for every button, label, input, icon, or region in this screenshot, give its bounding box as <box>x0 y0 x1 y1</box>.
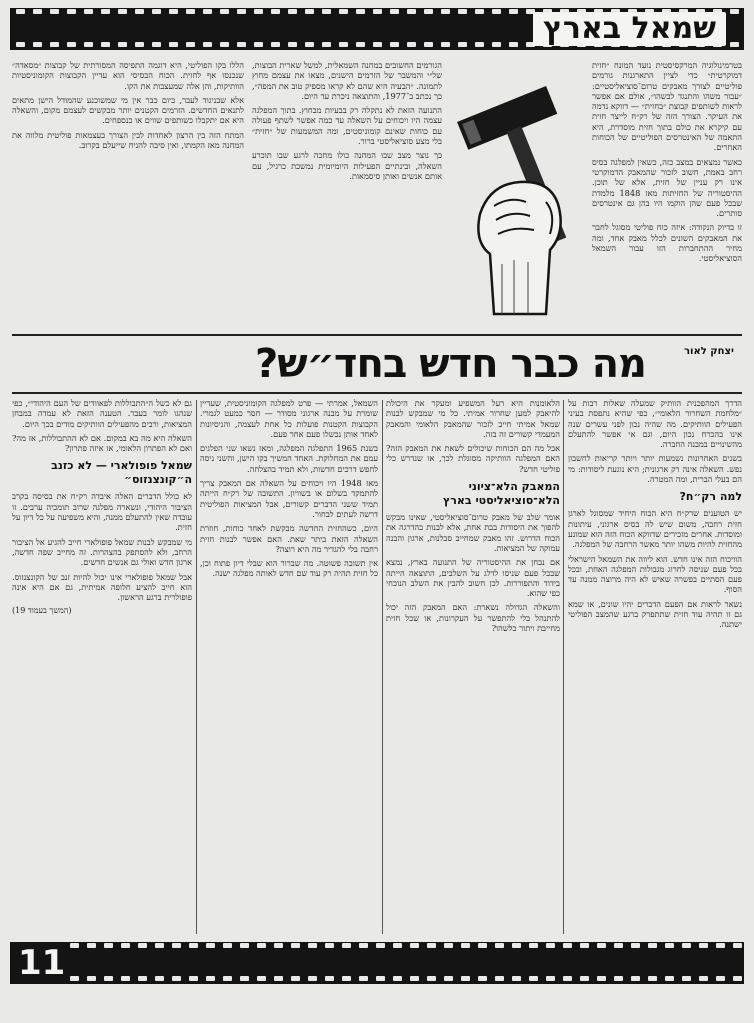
sprocket-hole <box>70 943 79 948</box>
sprocket-hole <box>665 976 674 981</box>
sprocket-hole <box>339 9 348 14</box>
sprocket-hole <box>16 42 25 47</box>
sprocket-hole <box>172 943 181 948</box>
film-sprockets-top <box>10 943 744 950</box>
sprocket-hole <box>138 976 147 981</box>
paragraph: אלא שבניגוד לעבר, כיום כבר אין מי שמשוכנע שהמודל הישן מתאים לתנאים החדשים. הזרמים הקטנים יותר מבקשים לעצמם מקום, והשאלה היא אם יתקבלו כשותפים שווים או כנספחים. <box>12 94 244 126</box>
paragraph: השאלה היא מה בא במקום. אם לא ההתבוללות, אז מה? ואם לא הפתרון הלאומי, אז איזה פתרון? <box>12 432 192 454</box>
paragraph: אם נבחן את ההיסטוריה של התנועה בארץ, נמצא שבכל פעם שניסו לדלג על השלבים, התוצאה הייתה בידוד והתפוררות. לכן חשוב להבין את השלב הנוכחי כפי שהוא. <box>386 557 560 599</box>
sprocket-hole <box>342 943 351 948</box>
sprocket-hole <box>631 976 640 981</box>
sprocket-hole <box>104 943 113 948</box>
sprocket-hole <box>546 976 555 981</box>
sprocket-hole <box>410 976 419 981</box>
sprocket-hole <box>152 42 161 47</box>
bottom-column-1 <box>568 398 742 936</box>
sprocket-hole <box>254 9 263 14</box>
sprocket-hole <box>339 42 348 47</box>
sprocket-hole <box>50 42 59 47</box>
sprocket-hole <box>291 943 300 948</box>
paragraph: גם לא כשל ה״התבוללות לפאוודים של העם היהודי״, כפי שנהגו לומר בעבר. הטענה הזאת לא עמדה במבחן המציאות, ורבים מהפעילים הוותיקים מודים בכך היום. <box>12 398 192 429</box>
paragraph: היום, כשהחזית החדשה מבקשת לאחד כוחות, חוזרת השאלה הזאת ביתר שאת. האם אפשר לבנות חזית רחבה בלי להגדיר מה היא רוצה? <box>200 523 378 554</box>
column-subhead: המאבק הלא־ציוני הלא־סוציאליסטי בארץ <box>443 480 560 508</box>
column-divider <box>196 400 197 934</box>
sprocket-hole <box>118 42 127 47</box>
sprocket-hole <box>155 976 164 981</box>
page-number: 11 <box>18 943 66 983</box>
paragraph: המתח הזה בין הרצון לאחדות לבין הצורך בעצמאות פוליטית מלווה את המחנה מאז הקמתו, ואין סיבה להניח שייעלם בקרוב. <box>12 129 244 151</box>
sprocket-hole <box>67 9 76 14</box>
sprocket-hole <box>716 943 725 948</box>
sprocket-hole <box>203 9 212 14</box>
article-byline: יצחק לאור <box>684 346 734 357</box>
sprocket-hole <box>206 976 215 981</box>
sprocket-hole <box>50 9 59 14</box>
sprocket-hole <box>274 976 283 981</box>
sprocket-hole <box>322 42 331 47</box>
sprocket-hole <box>461 976 470 981</box>
paragraph: אומר שלב של מאבק טרום־סוציאליסטי, שאינו מבקש להפוך את היסודות בבת אחת, אלא לבנות בהדרגה את הכוח הדרוש. זהו מאבק שמחייב סבלנות, ארגון והבנה עמוקה של המציאות. <box>386 512 560 553</box>
sprocket-hole <box>458 42 467 47</box>
paragraph: אבל שמאל פופולארי אינו יכול להיות זנב של הקונצנזוס. הוא חייב להציע חלופה אמיתית, גם אם היא אינה פופולרית ברגע הראשון. <box>12 571 192 603</box>
paragraph: מי שמבקש לבנות שמאל פופולארי חייב להגיע אל הציבור הרחב, ולא להסתפק בהצהרות. זה מחייב שפה חדשה, ארגון חדש ואולי גם אנשים חדשים. <box>12 536 192 568</box>
paragraph: הגורמים החשובים במחנה השמאלית, למשל שארית הבוצות, של״י והמשבר של הזרמים הישנים, מצאו את עצמם מחוץ לתמונה. ״הבעיה היא שהם לא קראו מספיק טוב את המפה״, כך נכתב ב־1977, והתוצאה ניכרת עד היום. <box>252 60 442 101</box>
sprocket-hole <box>407 42 416 47</box>
paragraph: הוויכוח הזה אינו חדש. הוא ליווה את השמאל הישראלי בכל פעם שניסה לחרוג מגבולות המפלגה האחת, ובכל פעם הסתיים בפשרה שאיש לא היה מרוצה ממנה עד הסוף. <box>568 553 742 595</box>
sprocket-hole <box>444 976 453 981</box>
sprocket-hole <box>458 9 467 14</box>
sprocket-hole <box>169 9 178 14</box>
paragraph: נשאר לראות אם הפעם הדברים יהיו שונים, או שמא גם זו תהיה עוד חזית שתתפרק ברגע שהמצב הפוליטי ישתנה. <box>568 598 742 630</box>
sprocket-hole <box>220 9 229 14</box>
sprocket-hole <box>288 42 297 47</box>
bottom-column-2 <box>386 398 560 936</box>
sprocket-hole <box>614 976 623 981</box>
sprocket-hole <box>152 9 161 14</box>
sprocket-hole <box>699 976 708 981</box>
sprocket-hole <box>155 943 164 948</box>
sprocket-hole <box>186 42 195 47</box>
sprocket-hole <box>240 976 249 981</box>
sprocket-hole <box>665 943 674 948</box>
sprocket-hole <box>716 976 725 981</box>
sprocket-hole <box>16 9 25 14</box>
paragraph: הדרך המהפכנית הוותיק שמעלה שאלות רבות על ״מלחמת השחרור הלאומי״, כפי שהיא נתפסת בעיני הפעילים הוותיקים. מה שהיה נכון לפני עשרים שנה אינו בהכרח נכון היום, וגם אי אפשר להתעלם מהשינויים במבנה החברה. <box>568 398 742 450</box>
headline-band <box>12 334 742 394</box>
paragraph: התנועה הזאת לא נתקלה רק בבעיות מבחוץ. בתוך המפלגה עצמה היו ויכוחים על השאלה עד כמה אפשר לשתף פעולה עם כוחות שאינם קומוניסטים, ומה המשמעות של ״חזית״ בלי מצע סוציאליסטי ברור. <box>252 105 442 147</box>
sprocket-hole <box>101 9 110 14</box>
sprocket-hole <box>240 943 249 948</box>
sprocket-hole <box>271 9 280 14</box>
paragraph: מאז 1948 היו ויכוחים על השאלה אם המאבק צריך להתמקד בשלום או בשוויון. התשובה של רק״ח הייתה תמיד ששני הדברים קשורים, אבל המציאות הפוליטית דרשה לעתים לבחור. <box>200 478 378 519</box>
fist-holding-hammer-icon <box>450 64 586 326</box>
sprocket-hole <box>597 943 606 948</box>
sprocket-hole <box>461 943 470 948</box>
sprocket-hole <box>509 42 518 47</box>
sprocket-hole <box>733 943 742 948</box>
sprocket-hole <box>104 976 113 981</box>
sprocket-hole <box>308 976 317 981</box>
paragraph: בטרמינולוגיה המרקסיסטית נועד המונח ״חזית דמוקרטית״ כדי לציין התארגנות גורמים פוליטיים לצורך מאבקים טרום־סוציאליסטיים: ״עבור משהו והתנגד לבשהו״, אולם אם אפשר לראות לשותפים קבוצת ״בחזית״ — דווקא נדמה את העיקר. הצורך הזה של רק״ח לייצר חזית עם קיקרא את כולם בתוך חזית מוסדרת, היא התאמה של האינטרסים הפוליטיים של הכוחות האחרים. <box>592 60 742 153</box>
sprocket-hole <box>682 976 691 981</box>
sprocket-hole <box>274 943 283 948</box>
sprocket-hole <box>529 976 538 981</box>
sprocket-hole <box>189 976 198 981</box>
sprocket-hole <box>390 9 399 14</box>
sprocket-hole <box>237 9 246 14</box>
sprocket-hole <box>206 943 215 948</box>
sprocket-hole <box>699 943 708 948</box>
paragraph: בשנת 1965 התפלגה המפלגה, ומאז נשאו שני הפלגים עמם את המחלוקת. האחד המשיך בקו הישן, והשני ניסה לחפש דרכים חדשות, ולא תמיד בהצלחה. <box>200 443 378 474</box>
sprocket-hole <box>121 976 130 981</box>
sprocket-hole <box>427 943 436 948</box>
sprocket-hole <box>325 976 334 981</box>
sprocket-hole <box>492 9 501 14</box>
sprocket-hole <box>189 943 198 948</box>
top-column-1 <box>592 60 742 330</box>
sprocket-hole <box>186 9 195 14</box>
sprocket-hole <box>495 976 504 981</box>
paragraph: והשאלה הגדולה נשארת: האם המאבק הזה יכול להתנהל בלי להתפשר על העקרונות, או שכל חזית מחייבת ויתור כלשהו? <box>386 602 560 634</box>
sprocket-hole <box>33 9 42 14</box>
sprocket-hole <box>393 943 402 948</box>
sprocket-hole <box>390 42 399 47</box>
sprocket-hole <box>529 943 538 948</box>
sprocket-hole <box>223 976 232 981</box>
sprocket-hole <box>475 9 484 14</box>
sprocket-hole <box>135 9 144 14</box>
sprocket-hole <box>563 943 572 948</box>
bottom-column-3 <box>200 398 378 936</box>
sprocket-hole <box>509 9 518 14</box>
article-headline: מה כבר חדש בחד״ש? <box>255 341 646 387</box>
sprocket-hole <box>410 943 419 948</box>
paragraph: בשנים האחרונות נשמעות יותר ויותר קריאות לחשבון נפש. השאלה אינה רק ארגונית; היא נוגעת ליסודות: מי הם בעלי הברית, ומה המטרה. <box>568 453 742 485</box>
sprocket-hole <box>220 42 229 47</box>
sprocket-hole <box>359 976 368 981</box>
sprocket-hole <box>342 976 351 981</box>
masthead-bar <box>10 8 744 50</box>
sprocket-hole <box>376 943 385 948</box>
sprocket-hole <box>288 9 297 14</box>
sprocket-hole <box>33 42 42 47</box>
sprocket-hole <box>322 9 331 14</box>
sprocket-hole <box>393 976 402 981</box>
section-masthead: שמאל בארץ <box>533 12 726 46</box>
sprocket-hole <box>254 42 263 47</box>
sprocket-hole <box>580 976 589 981</box>
bottom-column-4 <box>12 398 192 936</box>
sprocket-hole <box>169 42 178 47</box>
sprocket-hole <box>597 976 606 981</box>
sprocket-hole <box>291 976 300 981</box>
sprocket-hole <box>478 943 487 948</box>
sprocket-hole <box>441 9 450 14</box>
sprocket-hole <box>614 943 623 948</box>
paragraph: אבל מה הם הכוחות שיכולים לשאת את המאבק הזה? האם המפלגה הוותיקה מסוגלת לכך, או שנדרש כלי פוליטי חדש? <box>386 443 560 474</box>
paragraph: לא כולל הדברים האלה איבדה רק״ח את בסיסה בקרב הציבור היהודי, ונשארה מפלגה שרוב תומכיה ערבים. זו עובדה שאין להתעלם ממנה, והיא משפיעה על כל דיון על חזית. <box>12 491 192 533</box>
paragraph: כך נוצר מצב שבו המחנה כולו מחכה לרגע שבו תוכרע השאלה, ובינתיים הפעילות היומיומית נמשכת כרגיל, עם אותם אנשים ואותן סיסמאות. <box>252 150 442 181</box>
sprocket-hole <box>492 42 501 47</box>
sprocket-hole <box>308 943 317 948</box>
sprocket-hole <box>203 42 212 47</box>
paragraph: הללו בקו הפוליטי, היא דוגמה התפיסה המסורתית של קבוצות ״מסאדה״ שנכנסו אף לחזית. הכוח הבסיסי הוא עדיין הקבוצות הקומוניסטיות הוותיקות, והן אלה שמעצבות את הקו. <box>12 60 244 91</box>
column-divider <box>382 400 383 934</box>
sprocket-hole <box>135 42 144 47</box>
sprocket-hole <box>730 9 739 14</box>
paragraph: כאשר נמצאים במצב כזה, כשאין למפלגה בסיס רחב באמת, חשוב לזכור שהמאבק הדמוקרטי אינו רק עניין של חזית, אלא של תוכן. ההיסטוריה של החזיתות מאז 1848 מלמדת שבכל פעם שהן הוקמו היו בהן גם אינטרסים סותרים. <box>592 156 742 219</box>
sprocket-hole <box>407 9 416 14</box>
sprocket-hole <box>512 943 521 948</box>
sprocket-hole <box>305 9 314 14</box>
sprocket-hole <box>67 42 76 47</box>
sprocket-hole <box>172 976 181 981</box>
sprocket-hole <box>648 943 657 948</box>
paragraph: יש הטוענים שרק״ח היא הכוח היחיד שמסוגל לארגן חזית רחבה, משום שיש לה בסיס ארגוני, עיתונות ומוסדות. אחרים מזכירים שדווקא הכוח הזה הוא שמונע מהחזית להיות משהו יותר מאשר הרחבה של המפלגה. <box>568 508 742 550</box>
column-subhead: למה רק״ח? <box>679 490 742 504</box>
sprocket-hole <box>546 943 555 948</box>
sprocket-hole <box>730 42 739 47</box>
film-sprockets-bottom <box>10 976 744 983</box>
sprocket-hole <box>257 976 266 981</box>
sprocket-hole <box>325 943 334 948</box>
sprocket-hole <box>70 976 79 981</box>
sprocket-hole <box>373 42 382 47</box>
sprocket-hole <box>424 9 433 14</box>
sprocket-hole <box>121 943 130 948</box>
sprocket-hole <box>376 976 385 981</box>
paragraph: זו בדיוק הנקודה: איזה כוח פוליטי מסוגל לחבר את המאבקים השונים לכלל מאבק אחד, ומה מחיר ההתחברות הזו עבור השמאל הסוציאליסטי. <box>592 222 742 264</box>
sprocket-hole <box>682 943 691 948</box>
sprocket-hole <box>138 943 147 948</box>
sprocket-hole <box>359 943 368 948</box>
sprocket-hole <box>373 9 382 14</box>
sprocket-hole <box>356 9 365 14</box>
sprocket-hole <box>271 42 280 47</box>
footer-bar <box>10 942 744 984</box>
paragraph: אין תשובה פשוטה. מה שברור הוא שבלי דיון פתוח וכן, כל חזית תהיה רק עוד שם חדש לאותה מפלגה ישנה. <box>200 558 378 579</box>
sprocket-hole <box>237 42 246 47</box>
sprocket-hole <box>257 943 266 948</box>
sprocket-hole <box>118 9 127 14</box>
sprocket-hole <box>648 976 657 981</box>
sprocket-hole <box>512 976 521 981</box>
sprocket-hole <box>305 42 314 47</box>
sprocket-hole <box>427 976 436 981</box>
sprocket-hole <box>223 943 232 948</box>
sprocket-hole <box>87 976 96 981</box>
sprocket-hole <box>563 976 572 981</box>
sprocket-hole <box>444 943 453 948</box>
continuation-note: (המשך בעמוד 19) <box>12 606 72 616</box>
sprocket-hole <box>733 976 742 981</box>
sprocket-hole <box>631 943 640 948</box>
sprocket-hole <box>424 42 433 47</box>
sprocket-hole <box>84 42 93 47</box>
top-column-2 <box>252 60 442 330</box>
column-divider <box>563 400 564 934</box>
sprocket-hole <box>84 9 93 14</box>
paragraph: השמאל, אמרתי — פרט למפלגה הקומוניסטית, שעדיין שומרת על מבנה ארגוני מסודר — חסר כמעט לגמרי. הקבוצות הקטנות פועלות כל אחת לעצמה, והניסיונות לאחד אותן נכשלו פעם אחר פעם. <box>200 398 378 439</box>
sprocket-hole <box>356 42 365 47</box>
sprocket-hole <box>475 42 484 47</box>
sprocket-hole <box>495 943 504 948</box>
sprocket-hole <box>580 943 589 948</box>
sprocket-hole <box>101 42 110 47</box>
sprocket-hole <box>478 976 487 981</box>
column-subhead: שמאל פופולארי — לא כזנב ה״קונצנזוס״ <box>51 459 192 487</box>
sprocket-hole <box>441 42 450 47</box>
sprocket-hole <box>87 943 96 948</box>
paragraph: הלאומנות היא רעל המשפיע ומעקר את היכולת להיאבק למען שחרור אמיתי. כל מי שמבקש לבנות שמאל אמיתי חייב לזכור שהמאבק הלאומי והמאבק המעמדי קשורים זה בזה. <box>386 398 560 439</box>
top-column-3 <box>12 60 244 330</box>
